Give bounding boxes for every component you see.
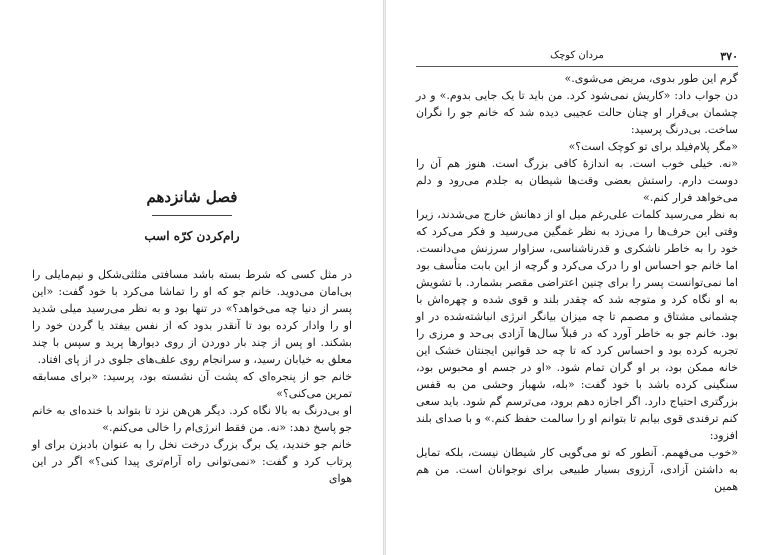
paragraph: خانم جو خندید، یک برگ بزرگ درخت نخل را به عنوان بادبزن برای او پرتاب کرد و گفت: «نمی‌توانی راه آرام‌تری پیدا کنی؟» اگر در این هوای (32, 438, 352, 485)
paragraph: «خوب می‌فهمم. آنطور که تو می‌گویی کار شیطان نیست، بلکه تمایل به داشتن آزادی، آرزوی بسیار طبیعی برای نوجوانان است. من هم همین (416, 446, 738, 493)
right-page (386, 0, 768, 555)
paragraph: «نه. خیلی خوب است. به اندازهٔ کافی بزرگ است. هنوز هم آن را دوست دارم. راستش بعضی وقت‌ها شیطان به جلدم می‌رود و دلم می‌خواهد فرار کنم.» (416, 157, 738, 204)
chapter-subtitle: رام‌کردن کرّه اسب (144, 229, 240, 243)
paragraph: «مگر پلام‌فیلد برای تو کوچک است؟» (568, 140, 738, 153)
paragraph: در مثل کسی که شرط بسته باشد مسافتی مثلثی‌شکل و نیم‌مایلی را بی‌امان می‌دوید. خانم جو که او را تماشا می‌کرد با خود گفت: «این پسر از دنیا چه می‌خواهد؟» در تنها بود و به نظر می‌رسید میلی شدید او را وادار کرده بود تا آنقدر بدود که از نفس بیفتد یا گردن خود را بشکند. او پس از چند بار دوردن از روی دیوارها پرید و سپس با چند معلق به خیابان رسید، و سرانجام روی علف‌های جلوی در از پای افتاد. (32, 268, 352, 366)
paragraph: خانم جو از پنجره‌ای که پشت آن نشسته بود، پرسید: «برای مسابقه تمرین می‌کنی؟» (32, 370, 352, 400)
running-header (416, 50, 738, 67)
title-divider (152, 215, 232, 216)
page-number: ۳۷۰ (720, 50, 738, 63)
running-head-title: مردان کوچک (550, 50, 604, 61)
paragraph: او بی‌درنگ به بالا نگاه کرد. دیگر هن‌هن نزد تا بتواند با خنده‌ای به خانم جو پاسخ دهد: «نه. من فقط انرژی‌ام را خالی می‌کنم.» (32, 404, 352, 434)
right-page-body (416, 70, 738, 495)
paragraph: دن جواب داد: «کاریش نمی‌شود کرد. من باید تا یک جایی بدوم.» و در چشمان بی‌قرار او چنان حالت عجیبی دیده شد که خانم جو را نگران ساخت. بی‌درنگ پرسید: (416, 89, 738, 136)
left-page-body (32, 266, 352, 487)
paragraph: گرم این طور بدوی، مریض می‌شوی.» (564, 72, 738, 85)
chapter-title: فصل شانزدهم (146, 188, 238, 206)
paragraph: به نظر می‌رسید کلمات علی‌رغم میل او از دهانش خارج می‌شدند، زیرا وقتی این حرف‌ها را می‌زد به نظر غمگین می‌رسید و فکر می‌کرد که خود را به خاطر ناشکری و قدرناشناسی، سزاوار سرزنش می‌دانست. اما خانم جو احساس او را درک می‌کرد و گرچه از این بابت متأسف بود اما نمی‌توانست پسر را برای چنین اعتراضی مقصر بشمارد. با تشویش به او نگاه کرد و متوجه شد که چقدر بلند و قوی شده و چهره‌اش با چشمانی مشتاق و مصمم تا چه میزان بیانگر انرژی انباشته‌شده در او بود. خانم جو به خاطر آورد که در قبلاً سال‌ها آزادی بی‌حد و مرزی را تجربه کرده بود و احساس کرد که تا چه حد قوانین ایجنتان خشک این خانه ممکن بود، بر او گران تمام شود. «او در جسم او محبوس بود، سنگینی کرده باشد با خود گفت: «بله، شهباز وحشی من به قفس بزرگتری احتیاج دارد. اگر اجازه دهم برود، می‌ترسم گم شود. باید سعی کنم ترفندی قوی بیابم تا بتوانم او را سالمت حفظ کنم.» و با صدای بلند افزود: (416, 208, 738, 442)
